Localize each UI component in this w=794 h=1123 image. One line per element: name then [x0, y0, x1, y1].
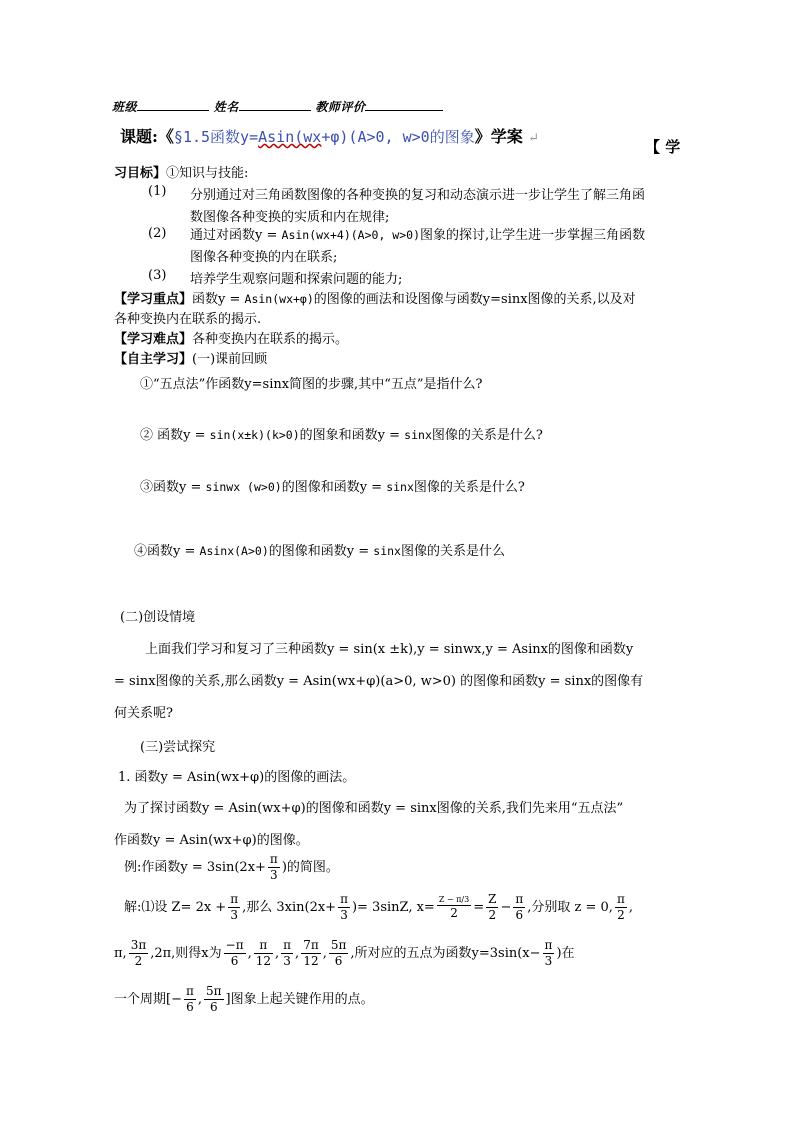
- title-suffix: 》学案: [474, 127, 523, 146]
- q3-a: ③函数y =: [140, 480, 206, 495]
- l2-e: ,: [295, 946, 300, 961]
- question-2: [140, 424, 543, 443]
- solution-line2: [114, 938, 575, 969]
- section-3-line2: 作函数y = Asin(wx+φ)的图像。: [114, 833, 309, 848]
- self-study-text: (一)课前回顾: [192, 352, 268, 367]
- frac-z-2: $\frac{Z}{2}$: [488, 892, 497, 922]
- sol-g: ,: [628, 900, 633, 915]
- objective-1-line1: 分别通过对三角函数图像的各种变换的复习和动态演示进一步让学生了解三角函: [190, 188, 646, 203]
- key-points-label: 【学习重点】: [114, 292, 193, 307]
- frac-pi-12: $\frac{\pi}{12}$: [255, 938, 272, 968]
- section-3-line1: 为了探讨函数y = Asin(wx+φ)的图像和函数y = sinx图像的关系,我们先来用“五点法”: [124, 801, 624, 816]
- frac-3pi-2: $\frac{3\pi}{2}$: [130, 938, 147, 968]
- frac-pi-6: $\frac{\pi}{6}$: [515, 892, 524, 922]
- question-3: [140, 476, 525, 495]
- frac-pi-3c: $\frac{\pi}{3}$: [340, 892, 348, 922]
- l3-minus: −: [171, 992, 182, 1007]
- section-2-line3: 何关系呢?: [114, 706, 173, 721]
- l2-g: ,所对应的五点为函数y=3sin(x: [350, 946, 530, 961]
- class-label: 班级: [112, 100, 138, 114]
- frac-5pi-6b: $\frac{5\pi}{6}$: [206, 984, 222, 1014]
- example-line: [124, 852, 339, 883]
- q3-c: 的图像和函数y =: [281, 480, 387, 495]
- key-points-a: 函数y =: [192, 292, 245, 307]
- l2-minus: −: [529, 946, 541, 961]
- l3-a: 一个周期[: [114, 992, 172, 1007]
- objective-2-b: Asin(wx+4)(A>0, w>0): [281, 228, 420, 242]
- q4-a: ④函数y =: [134, 544, 200, 559]
- difficulty-text: 各种变换内在联系的揭示。: [192, 332, 349, 347]
- objectives-heading: [114, 162, 248, 181]
- l3-b: ,: [197, 992, 203, 1007]
- objectives-text: ①知识与技能:: [166, 166, 249, 181]
- q3-d: sinx: [386, 480, 414, 494]
- frac-pi-3e: $\frac{\pi}{3}$: [544, 938, 553, 968]
- q4-d: sinx: [373, 544, 401, 558]
- objective-1-line2: 数图像各种变换的实质和内在规律;: [190, 210, 390, 225]
- solution-line3: [114, 984, 374, 1015]
- l2-h: )在: [556, 946, 575, 961]
- question-4: [134, 540, 505, 559]
- section-3-item1: 1. 函数y = Asin(wx+φ)的图像的画法。: [118, 770, 356, 785]
- title-prefix: 课题:《: [120, 127, 174, 146]
- q3-b: sinwx (w>0): [205, 480, 282, 494]
- objective-2-line1: [190, 224, 645, 243]
- section-2-heading: (二)创设情境: [120, 610, 196, 625]
- l3-c: ]图象上起关键作用的点。: [225, 992, 374, 1007]
- sol-e: −: [500, 900, 512, 915]
- frac-7pi-12: $\frac{7\pi}{12}$: [303, 938, 319, 968]
- objective-2-c: 图象的探讨,让学生进一步掌握三角函数: [420, 228, 646, 243]
- l2-a: π,: [114, 946, 127, 961]
- section-3-heading: (三)尝试探究: [140, 740, 216, 755]
- teacher-blank[interactable]: [365, 98, 443, 111]
- section-2-line2: = sinx图像的关系,那么函数y = Asin(wx+φ)(a>0, w>0) 的图像和函数y = sinx的图像有: [114, 674, 644, 689]
- q2-c: 的图象和函数y =: [299, 428, 405, 443]
- side-label: 【 学: [645, 138, 681, 156]
- teacher-label: 教师评价: [315, 100, 366, 114]
- example-a: 例:作函数y = 3sin(2x+: [124, 860, 266, 875]
- frac-pi-6b: $\frac{\pi}{6}$: [185, 984, 194, 1014]
- q2-d: sinx: [404, 428, 432, 442]
- frac-pi-3: $\frac{\pi}{3}$: [269, 852, 278, 882]
- q4-b: Asinx(A>0): [199, 544, 269, 558]
- self-study-line: [114, 348, 267, 367]
- objective-2-a: 通过对函数y =: [190, 228, 282, 243]
- frac-pi-3d: $\frac{\pi}{3}$: [283, 938, 292, 968]
- return-mark-icon: ↵: [528, 131, 540, 146]
- l2-d: ,: [275, 946, 280, 961]
- class-blank[interactable]: [137, 98, 209, 111]
- q3-e: 图像的关系是什么?: [413, 480, 525, 495]
- sol-b: ,那么 3xin(2x+: [242, 900, 337, 915]
- name-blank[interactable]: [239, 98, 311, 111]
- objectives-label: 习目标】: [114, 166, 167, 181]
- key-points-line1: [114, 288, 636, 307]
- title-blue-wavy: Asin(wx: [258, 128, 322, 146]
- sol-a: 解:⑴设 Z= 2x +: [124, 900, 227, 915]
- frac-5pi-6: $\frac{5\pi}{6}$: [330, 938, 347, 968]
- difficulty-label: 【学习难点】: [114, 332, 193, 347]
- l2-c: ,: [247, 946, 252, 961]
- frac-zpi3-2: $\frac{Z - \pi/3}{2}$: [438, 895, 470, 920]
- objective-2-num: (2): [148, 226, 167, 241]
- q4-e: 图像的关系是什么: [400, 544, 505, 559]
- solution-line1: [124, 892, 633, 923]
- question-1: ①“五点法”作函数y=sinx简图的步骤,其中“五点”是指什么?: [140, 377, 483, 392]
- objective-3-text: 培养学生观察问题和探索问题的能力;: [190, 272, 403, 287]
- q4-c: 的图像和函数y =: [268, 544, 374, 559]
- l2-f: ,: [322, 946, 327, 961]
- header-line: [112, 98, 443, 115]
- sol-d: =: [473, 900, 485, 915]
- q2-a: ② 函数y =: [140, 428, 210, 443]
- section-2-line1: 上面我们学习和复习了三种函数y = sin(x ±k),y = sinwx,y = Asinx的图像和函数y: [145, 642, 634, 657]
- difficulty-line: [114, 328, 348, 347]
- q2-e: 图像的关系是什么?: [431, 428, 543, 443]
- name-label: 姓名: [213, 100, 239, 114]
- objective-2-line2: 图像各种变换的内在联系;: [190, 250, 338, 265]
- l2-b: ,2π,则得x为: [150, 946, 222, 961]
- key-points-c: 的图像的画法和设图像与函数y=sinx图像的关系,以及对: [313, 292, 636, 307]
- title-blue-2: +φ)(A>0, w>0的图象: [321, 128, 475, 146]
- example-b: )的简图。: [281, 860, 339, 875]
- objective-3-num: (3): [148, 268, 167, 283]
- title-blue-1: §1.5函数y=: [173, 128, 259, 146]
- sol-f: ,分别取 z = 0,: [527, 900, 613, 915]
- frac-pi-2: $\frac{\pi}{2}$: [616, 892, 625, 922]
- self-study-label: 【自主学习】: [114, 352, 193, 367]
- frac-pi-3b: $\frac{\pi}{3}$: [230, 892, 239, 922]
- sol-c: )= 3sinZ, x=: [351, 900, 435, 915]
- page-title: [120, 124, 539, 147]
- key-points-line2: 各种变换内在联系的揭示.: [114, 312, 262, 327]
- key-points-b: Asin(wx+φ): [244, 292, 314, 306]
- q2-b: sin(x±k)(k>0): [209, 428, 300, 442]
- objective-1-num: (1): [148, 184, 167, 199]
- frac-negpi-6: $\frac{-\pi}{6}$: [225, 938, 244, 968]
